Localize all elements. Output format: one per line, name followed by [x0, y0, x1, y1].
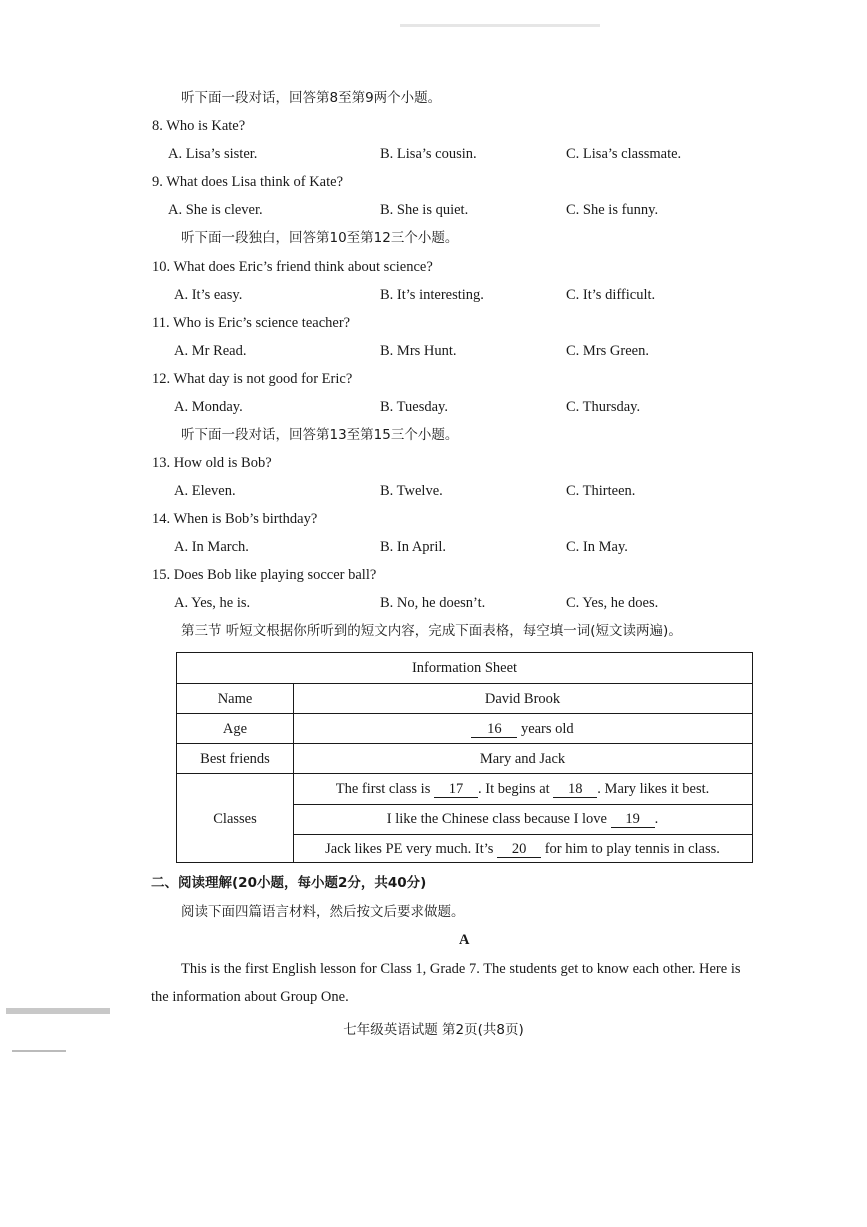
question-13: 13. How old is Bob? [152, 455, 272, 471]
class2-text-post: . [654, 811, 659, 827]
option-10c: C. It’s difficult. [566, 287, 656, 303]
question-8: 8. Who is Kate? [152, 118, 246, 134]
scan-noise-left [6, 1008, 110, 1014]
class1-text-post: . Mary likes it best. [597, 781, 710, 797]
option-15b: B. No, he doesn’t. [380, 595, 486, 611]
passage-letter-a: A [459, 932, 470, 948]
option-14c: C. In May. [566, 539, 628, 555]
table-column-divider [293, 683, 294, 862]
page-footer: 七年级英语试题 第2页(共8页) [343, 1022, 524, 1038]
value-best-friends: Mary and Jack [479, 751, 566, 767]
class-line-2 [293, 804, 752, 834]
option-11b: B. Mrs Hunt. [380, 343, 457, 359]
option-8b: B. Lisa’s cousin. [380, 146, 477, 162]
question-15: 15. Does Bob like playing soccer ball? [152, 567, 377, 583]
class3-text-pre: Jack likes PE very much. It’s [325, 841, 494, 857]
table-row-classes [177, 773, 752, 864]
table-title: Information Sheet [411, 660, 518, 676]
blank-16: 16 [471, 721, 517, 738]
option-15c: C. Yes, he does. [566, 595, 659, 611]
value-age [293, 714, 752, 744]
question-14: 14. When is Bob’s birthday? [152, 511, 318, 527]
option-8c: C. Lisa’s classmate. [566, 146, 682, 162]
option-13a: A. Eleven. [174, 483, 236, 499]
section3-instruction: 第三节 听短文根据你所听到的短文内容，完成下面表格，每空填一词(短文读两遍)。 [181, 623, 682, 639]
passage-a-line-2: the information about Group One. [151, 989, 349, 1005]
question-12: 12. What day is not good for Eric? [152, 371, 353, 387]
option-8a: A. Lisa’s sister. [168, 146, 258, 162]
option-11c: C. Mrs Green. [566, 343, 649, 359]
option-14b: B. In April. [380, 539, 447, 555]
class1-text-pre: The first class is [335, 781, 431, 797]
label-name: Name [217, 691, 253, 707]
label-age: Age [222, 721, 248, 737]
information-sheet-table [176, 652, 753, 863]
option-15a: A. Yes, he is. [174, 595, 251, 611]
instruction-dialog-13-15: 听下面一段对话，回答第13至第15三个小题。 [181, 427, 459, 443]
age-suffix: years old [520, 721, 574, 737]
label-best-friends: Best friends [200, 751, 270, 767]
blank-18: 18 [553, 781, 597, 798]
option-13c: C. Thirteen. [566, 483, 636, 499]
option-9b: B. She is quiet. [380, 202, 469, 218]
class2-text-pre: I like the Chinese class because I love [386, 811, 607, 827]
question-9: 9. What does Lisa think of Kate? [152, 174, 343, 190]
blank-20: 20 [497, 841, 541, 858]
option-10b: B. It’s interesting. [380, 287, 484, 303]
option-11a: A. Mr Read. [174, 343, 247, 359]
table-row-name [177, 683, 752, 713]
scan-noise-top [400, 24, 600, 27]
option-12c: C. Thursday. [566, 399, 641, 415]
option-13b: B. Twelve. [380, 483, 443, 499]
option-9c: C. She is funny. [566, 202, 659, 218]
option-10a: A. It’s easy. [174, 287, 243, 303]
table-row-age [177, 713, 752, 743]
scan-noise-left-2 [12, 1050, 66, 1052]
class-line-1 [293, 774, 752, 804]
reading-instruction: 阅读下面四篇语言材料，然后按文后要求做题。 [181, 904, 465, 920]
passage-a-line-1: This is the first English lesson for Class 1, Grade 7. The students get to know each other. Here is [181, 961, 741, 977]
option-9a: A. She is clever. [168, 202, 263, 218]
option-12b: B. Tuesday. [380, 399, 448, 415]
instruction-dialog-8-9: 听下面一段对话，回答第8至第9两个小题。 [181, 90, 442, 106]
blank-17: 17 [434, 781, 478, 798]
value-name: David Brook [484, 691, 561, 707]
reading-section-header: 二、阅读理解(20小题，每小题2分，共40分) [151, 875, 427, 891]
class-line-3 [293, 834, 752, 864]
option-12a: A. Monday. [174, 399, 243, 415]
class1-text-mid: . It begins at [477, 781, 550, 797]
option-14a: A. In March. [174, 539, 249, 555]
blank-19: 19 [611, 811, 655, 828]
instruction-monologue-10-12: 听下面一段独白，回答第10至第12三个小题。 [181, 230, 459, 246]
table-row-friends [177, 743, 752, 773]
question-11: 11. Who is Eric’s science teacher? [152, 315, 351, 331]
question-10: 10. What does Eric’s friend think about science? [152, 259, 433, 275]
label-classes: Classes [213, 811, 257, 827]
class3-text-post: for him to play tennis in class. [544, 841, 720, 857]
